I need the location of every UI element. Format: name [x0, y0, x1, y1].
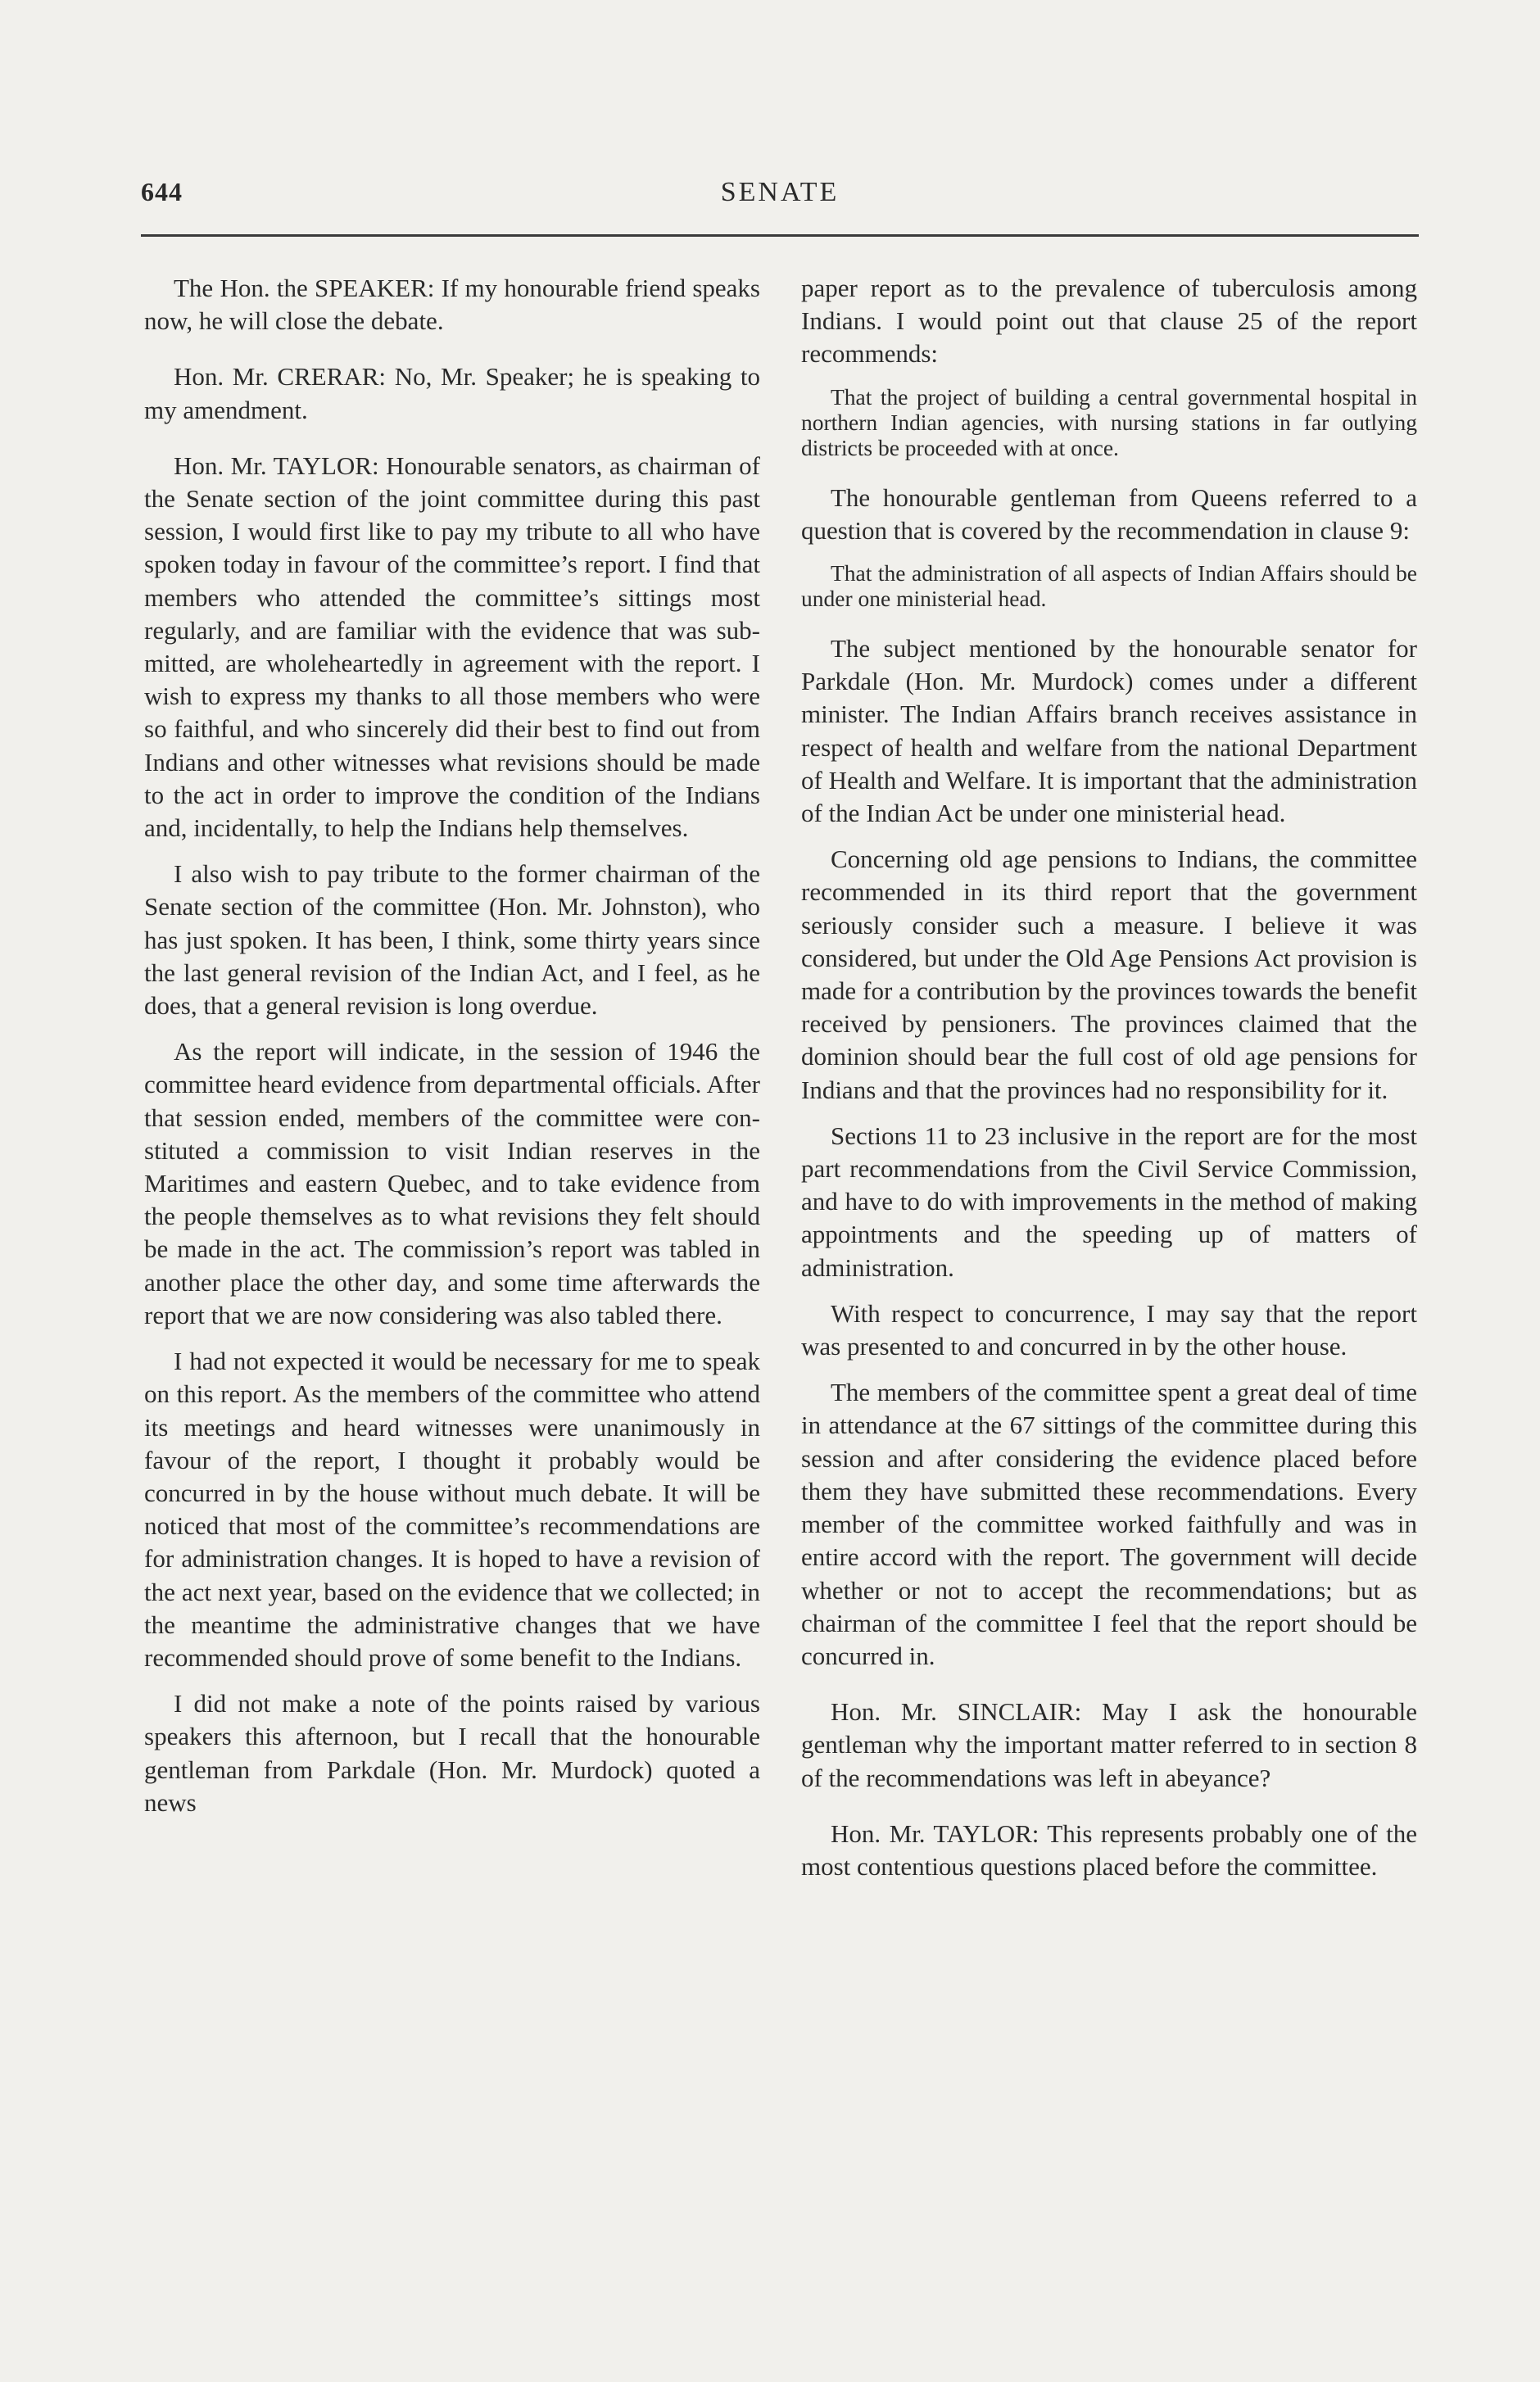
paragraph-tribute: I also wish to pay tribute to the former chairman of the Senate section of the committee (Hon. Mr. Johnston), who has just spoken. It has been, I think, some thirty years since the last general revision of the Indian Act, and I feel, as he does, that a general revision is long overdue.	[144, 859, 760, 1021]
paragraph-concurrence: With respect to concurrence, I may say that the report was presented to and concurred in by the other house.	[801, 1298, 1417, 1361]
left-column	[144, 272, 760, 1832]
paragraph-concurrence-expected: I had not expected it would be necessary for me to speak on this report. As the members of the committee who attend its meetings and heard witnesses were unanimously in favour of the report, I thought it probably would be concurred in by the house without much debate. It will be noticed that most of the committee’s recommendations are for administration changes. It is hoped to have a revision of the act next year, based on the evidence that we collected; in the meantime the administrative changes that we have recommended should prove of some benefit to the Indians.	[144, 1347, 760, 1672]
right-column	[801, 272, 1417, 1896]
paragraph-old-age-pensions: Concerning old age pensions to Indians, the committee recommended in its third report that the government seriously consider such a measure. I believe it was considered, but under the Old Age Pensions Act provision is made for a contribution by the provinces towards the benefit received by pensioners. The provinces claimed that the dominion should bear the full cost of old age pensions for Indians and that the provinces had no responsibility for it.	[801, 845, 1417, 1104]
paragraph-sections-11-23: Sections 11 to 23 inclusive in the report are for the most part recommendations from the Civil Service Commission, and have to do with improvements in the method of making appointments and the speeding up of matters of administration.	[801, 1121, 1417, 1282]
quote-clause-25: That the project of building a central governmental hospital in northern Indian agencies, with nursing stations in far outlying districts be proceeded with at once.	[801, 383, 1417, 460]
paragraph-tuberculosis: paper report as to the prevalence of tuberculosis among Indians. I would point out that clause 25 of the report recommends:	[801, 274, 1417, 369]
paragraph-sinclair: Hon. Mr. SINCLAIR: May I ask the honourable gentleman why the important matter referred to in section 8 of the recommendations was left in abeyance?	[801, 1697, 1417, 1792]
running-header	[141, 177, 1419, 218]
paragraph-commission: As the report will indicate, in the session of 1946 the committee heard evidence from departmental officials. After that session ended, members of the committee were constituted a commission to visit Indian reserves in the Maritimes and eastern Quebec, and to take evidence from the people themselves as to what revisions they felt should be made in the act. The commission’s report was tabled in another place the other day, and some time afterwards the report that we are now considering was also tabled there.	[144, 1037, 760, 1329]
paragraph-committee-members: The members of the committee spent a great deal of time in attendance at the 67 sittings of the committee during this session and after considering the evidence placed before them they have submitted these recommendations. Every member of the committee worked faithfully and was in entire accord with the report. The government will decide whether or not to accept the recommendations; but as chairman of the committee I feel that the report should be concurred in.	[801, 1378, 1417, 1670]
paragraph-speaker: The Hon. the SPEAKER: If my honourable friend speaks now, he will close the debate.	[144, 274, 760, 336]
paragraph-points-raised: I did not make a note of the points raised by various speakers this afternoon, but I recall that the honourable gentleman from Parkdale (Hon. Mr. Murdock) quoted a news	[144, 1689, 760, 1817]
running-title: SENATE	[720, 177, 840, 207]
page-number: 644	[141, 177, 183, 206]
paragraph-different-minister: The subject mentioned by the honourable senator for Parkdale (Hon. Mr. Murdock) comes under a different minister. The Indian Affairs branch receives assistance in respect of health and welfare from the national Department of Health and Welfare. It is important that the administration of the Indian Act be under one ministerial head.	[801, 634, 1417, 828]
paragraph-queens: The honourable gentleman from Queens referred to a question that is covered by the recommendation in clause 9:	[801, 482, 1417, 545]
paragraph-crerar: Hon. Mr. CRERAR: No, Mr. Speaker; he is speaking to my amendment.	[144, 362, 760, 424]
quote-clause-9: That the administration of all aspects of Indian Affairs should be under one ministerial head.	[801, 560, 1417, 612]
paragraph-taylor-reply: Hon. Mr. TAYLOR: This represents probably one of the most contentious questions placed before the committee.	[801, 1818, 1417, 1881]
paragraph-taylor-opening: Hon. Mr. TAYLOR: Honourable senators, as chairman of the Senate section of the joint committee during this past session, I would first like to pay my tribute to all who have spoken today in favour of the committee’s report. I find that members who attended the committee’s sittings most regularly, and are familiar with the evidence that was submitted, are wholeheartedly in agreement with the report. I wish to express my thanks to all those members who were so faithful, and who sincerely did their best to find out from Indians and other witnesses what revisions should be made to the act in order to improve the condition of the Indians and, incidentally, to help the Indians help themselves.	[144, 451, 760, 843]
header-rule	[141, 234, 1419, 237]
